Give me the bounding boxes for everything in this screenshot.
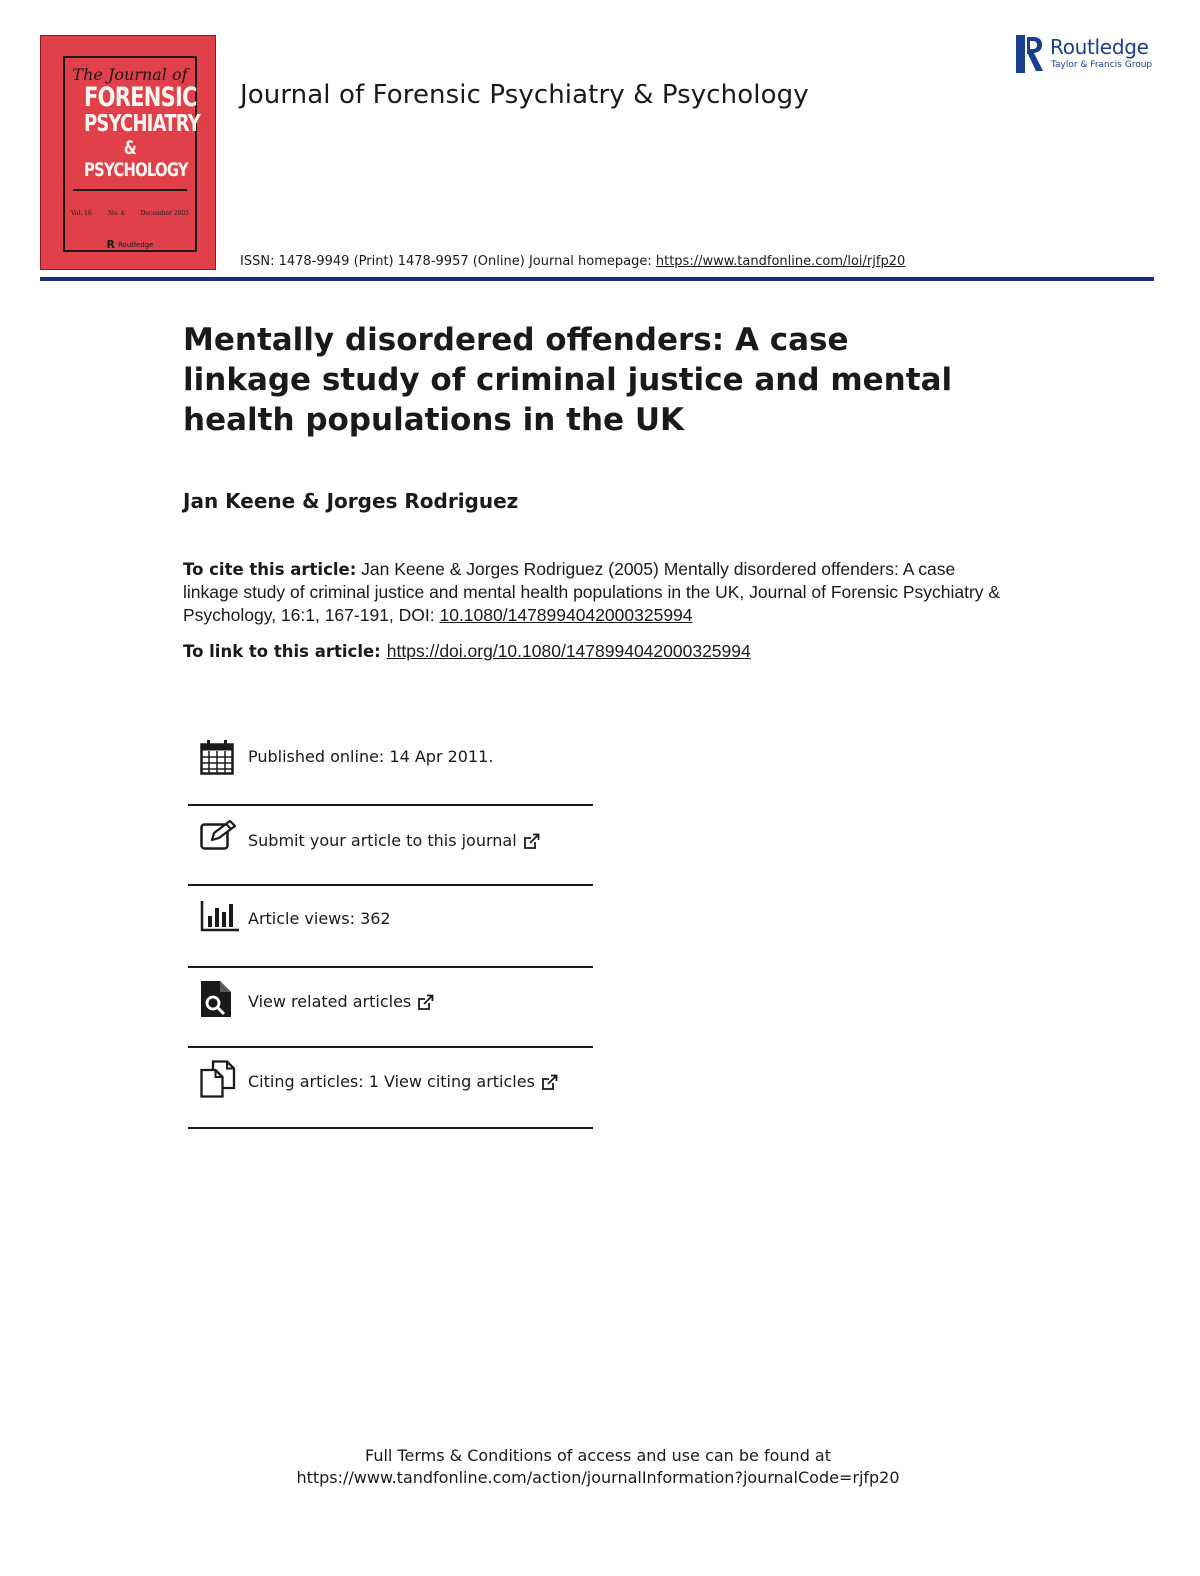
- journal-homepage-link[interactable]: https://www.tandfonline.com/loi/rjfp20: [655, 254, 906, 269]
- citation-doi-link[interactable]: 10.1080/1478994042000325994: [439, 605, 693, 625]
- citing-articles-text[interactable]: [248, 1072, 558, 1091]
- cover-rule: [73, 189, 187, 191]
- citing-documents-icon: [200, 1060, 236, 1098]
- document-search-icon: [200, 980, 232, 1018]
- terms-text: Full Terms & Conditions of access and use can be found at: [364, 1446, 832, 1465]
- citing-articles-row[interactable]: [188, 1058, 593, 1102]
- related-articles-row[interactable]: [188, 978, 593, 1022]
- citation-label: To cite this article:: [183, 560, 357, 579]
- terms-footer: [0, 1445, 1196, 1489]
- logo-name: Routledge: [1050, 35, 1149, 59]
- bar-chart-icon: [200, 900, 240, 932]
- edit-icon: [200, 819, 236, 851]
- published-row: [188, 737, 593, 777]
- external-link-icon: [541, 1074, 558, 1091]
- article-doi-link[interactable]: https://doi.org/10.1080/1478994042000325994: [386, 641, 751, 661]
- article-views-row: [188, 898, 593, 938]
- terms-url[interactable]: https://www.tandfonline.com/action/journalInformation?journalCode=rjfp20: [296, 1468, 900, 1487]
- info-divider: [188, 966, 593, 968]
- external-link-icon: [417, 994, 434, 1011]
- info-divider: [188, 1127, 593, 1129]
- calendar-icon: [200, 739, 234, 775]
- cover-publisher-name: Routledge: [118, 240, 154, 249]
- citing-articles-label: Citing articles: 1 View citing articles: [248, 1072, 535, 1091]
- article-authors: Jan Keene & Jorges Rodriguez: [183, 489, 519, 513]
- citation-block: [183, 558, 1013, 627]
- header-divider: [40, 277, 1154, 281]
- cover-line-4: & PSYCHOLOGY: [83, 137, 188, 181]
- issn-text: ISSN: 1478-9949 (Print) 1478-9957 (Online) Journal homepage:: [240, 254, 656, 269]
- submit-article-row[interactable]: [188, 817, 593, 861]
- cover-issue-info: [71, 210, 189, 217]
- cover-volume: Vol. 16: [71, 210, 92, 217]
- info-divider: [188, 884, 593, 886]
- cover-publisher: [65, 238, 195, 251]
- cover-date: December 2005: [140, 210, 189, 217]
- related-articles-text[interactable]: [248, 992, 434, 1011]
- article-link-block: [183, 641, 751, 662]
- issn-line: [240, 254, 905, 269]
- cover-publisher-icon: R: [106, 238, 115, 251]
- submit-article-text[interactable]: [248, 831, 540, 850]
- cover-line-3: PSYCHIATRY: [83, 111, 201, 137]
- logo-subtitle: Taylor & Francis Group: [1051, 60, 1153, 70]
- citation-text: Jan Keene & Jorges Rodriguez (2005) Mentally disordered offenders: A case linkage study of criminal justice and mental health populations in the UK, Journal of Forensic Psychiatry & Psychology, 16:1, 167-191, DOI:: [183, 559, 1001, 625]
- routledge-r-icon: [1015, 33, 1045, 75]
- cover-line-2: FORENSIC: [83, 82, 197, 113]
- info-divider: [188, 804, 593, 806]
- cover-line-1: The Journal of: [72, 65, 188, 84]
- cover-number: No. 4: [107, 210, 125, 217]
- journal-title: Journal of Forensic Psychiatry & Psychology: [240, 80, 809, 110]
- routledge-logo[interactable]: [1015, 33, 1160, 75]
- info-divider: [188, 1046, 593, 1048]
- related-articles-label: View related articles: [248, 992, 412, 1011]
- external-link-icon: [523, 833, 540, 850]
- submit-article-label: Submit your article to this journal: [248, 831, 517, 850]
- journal-cover-image: [40, 35, 216, 270]
- link-label: To link to this article:: [183, 642, 381, 661]
- article-title: Mentally disordered offenders: A case linkage study of criminal justice and mental health populations in the UK: [183, 322, 953, 438]
- article-views: Article views: 362: [248, 909, 391, 928]
- cover-frame: [63, 56, 201, 252]
- published-date: Published online: 14 Apr 2011.: [248, 747, 494, 766]
